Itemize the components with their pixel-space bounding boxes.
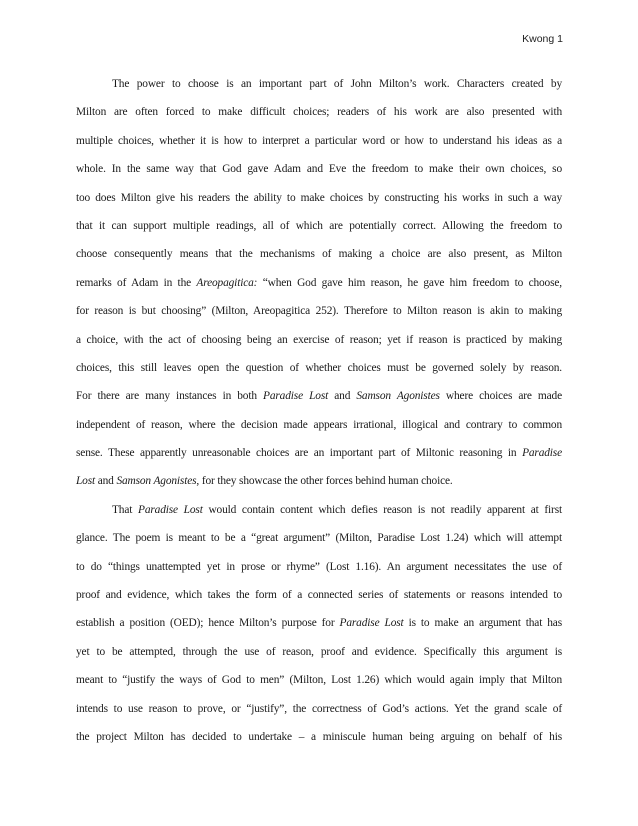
essay-body [76, 70, 562, 751]
italic-title-text: Samson Agonistes [356, 390, 440, 403]
text-segment: meant to “justify the ways of God to men” (Milton, Lost 1.26) which would again imply that Milton [76, 674, 562, 687]
text-line [76, 638, 562, 666]
text-line [76, 666, 562, 694]
italic-title-text: Paradise Lost [138, 503, 203, 516]
text-line [76, 609, 562, 637]
text-segment: The power to choose is an important part of John Milton’s work. Characters created by [112, 78, 562, 90]
text-line [76, 326, 562, 354]
text-segment: and [95, 475, 117, 488]
text-segment: is to make an argument that has [403, 617, 562, 630]
text-line [76, 524, 562, 552]
italic-title-text: Paradise Lost [263, 390, 329, 403]
text-line [76, 581, 562, 609]
text-segment: independent of reason, where the decision made appears irrational, illogical and contrary to common [76, 418, 562, 431]
text-segment: for reason is but choosing” (Milton, Areopagitica 252). Therefore to Milton reason is akin to making [76, 305, 562, 318]
text-line [76, 127, 562, 155]
text-line [76, 269, 562, 297]
text-segment: proof and evidence, which takes the form of a connected series of statements or reasons intended to [76, 589, 562, 602]
text-line [76, 467, 562, 495]
text-segment: Milton are often forced to make difficult choices; readers of his work are also presented with [76, 106, 562, 119]
text-line [76, 184, 562, 212]
text-segment: “when God gave him reason, he gave him freedom to choose, [257, 276, 562, 289]
text-line [76, 212, 562, 240]
text-line [76, 411, 562, 439]
page-header [522, 33, 563, 45]
text-line [76, 553, 562, 581]
text-segment: choose consequently means that the mechanisms of making a choice are also present, as Milton [76, 248, 562, 261]
italic-title-text: Samson Agonistes [116, 475, 197, 488]
italic-title-text: Paradise [522, 447, 562, 460]
text-segment: to do “things unattempted yet in prose or rhyme” (Lost 1.16). An argument necessitates the use of [76, 560, 562, 573]
text-segment: choices, this still leaves open the question of whether choices must be governed solely by reason. [76, 361, 562, 374]
text-line [76, 297, 562, 325]
text-segment: That [112, 503, 139, 516]
italic-title-text: Areopagitica: [196, 276, 258, 289]
text-line [76, 496, 562, 524]
page-number-label: Kwong 1 [522, 33, 563, 45]
text-segment: remarks of Adam in the [76, 276, 197, 289]
text-line [76, 354, 562, 382]
text-line [76, 695, 562, 723]
text-line [76, 382, 562, 410]
text-segment: a choice, with the act of choosing being an exercise of reason; yet if reason is practiced by making [76, 333, 562, 346]
text-segment: For there are many instances in both [76, 390, 264, 403]
text-segment: that it can support multiple readings, all of which are potentially correct. Allowing the freedom to [76, 219, 562, 232]
text-segment: , for they showcase the other forces behind human choice. [196, 475, 453, 488]
text-segment: establish a position (OED); hence Milton’s purpose for [76, 617, 340, 630]
text-segment: yet to be attempted, through the use of reason, proof and evidence. Specifically this argument is [76, 645, 562, 658]
text-segment: sense. These apparently unreasonable choices are an important part of Miltonic reasoning in [76, 447, 523, 460]
text-segment: multiple choices, whether it is how to interpret a particular word or how to understand his ideas as a [76, 134, 562, 147]
text-line [76, 98, 562, 126]
text-segment: too does Milton give his readers the ability to make choices by constructing his works in such a way [76, 191, 562, 204]
text-line [76, 70, 562, 98]
text-line [76, 155, 562, 183]
text-segment: and [328, 390, 357, 403]
text-segment: intends to use reason to prove, or “justify”, the correctness of God’s actions. Yet the grand scale of [76, 702, 562, 715]
text-segment: would contain content which defies reason is not readily apparent at first [202, 503, 562, 516]
text-line [76, 439, 562, 467]
text-segment: the project Milton has decided to undertake – a miniscule human being arguing on behalf of his [76, 730, 562, 743]
text-segment: where choices are made [439, 390, 562, 403]
italic-title-text: Paradise Lost [339, 617, 404, 630]
text-line [76, 240, 562, 268]
text-segment: glance. The poem is meant to be a “great argument” (Milton, Paradise Lost 1.24) which will attempt [76, 532, 562, 545]
italic-title-text: Lost [76, 475, 96, 488]
text-line [76, 723, 562, 751]
text-segment: whole. In the same way that God gave Adam and Eve the freedom to make their own choices, so [76, 163, 562, 176]
